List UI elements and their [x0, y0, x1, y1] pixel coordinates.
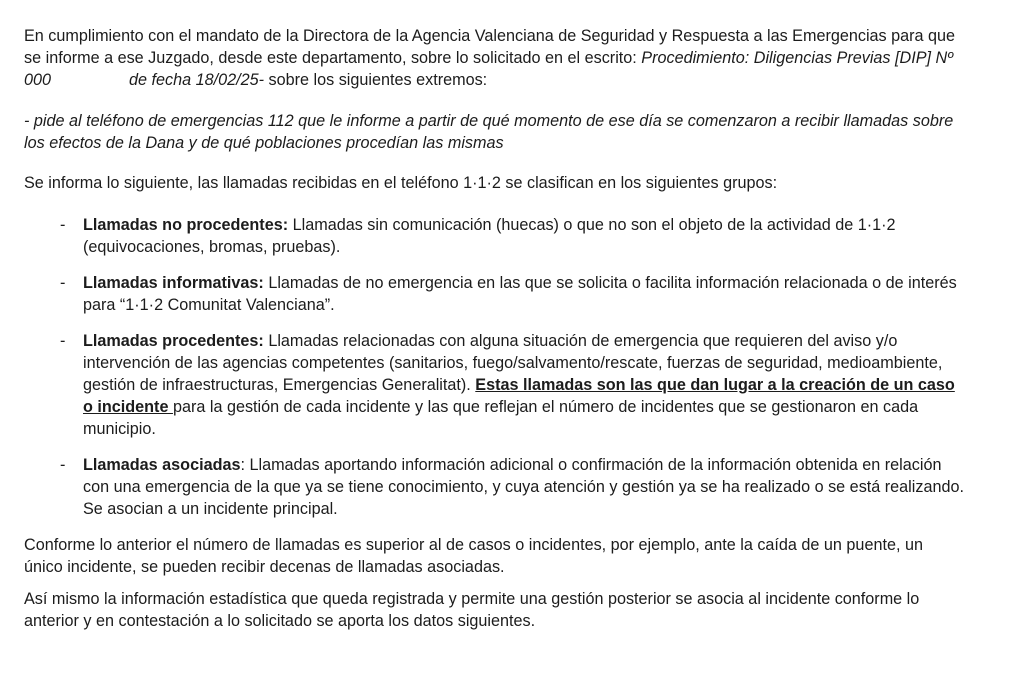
group-term: Llamadas no procedentes: — [83, 216, 289, 234]
intro-text-1: En cumplimiento con el mandato de la Directora de la Agencia Valenciana de Seguridad y Respuesta a las Emergencias para que se informe a ese Juzgado, desde este departamento, sobre lo solicitado en el escrito: — [24, 27, 956, 67]
group-description: Llamadas relacionadas con alguna situación de emergencia que requieren del aviso y/o intervención de las agencias competentes (sanitarios, fuego/salvamento/rescate, fuerzas de seguridad, medioambiente, gestión de infraestructuras, Emergencias Generalitat). — [83, 332, 943, 394]
group-term: Llamadas procedentes: — [83, 332, 264, 350]
group-description: : Llamadas aportando información adicional o confirmación de la información obtenida en relación con una emergencia de la que ya se tiene conocimiento, y cuya atención y gestión ya se ha realizado o se está realizando. Se asocian a un incidente principal. — [83, 456, 964, 518]
group-description: Llamadas sin comunicación (huecas) o que no son el objeto de la actividad de 1·1·2 (equivocaciones, bromas, pruebas). — [83, 216, 896, 256]
list-dash: - — [60, 274, 66, 292]
conforme-paragraph: Conforme lo anterior el número de llamadas es superior al de casos o incidentes, por ejemplo, ante la caída de un puente, un único incidente, se pueden recibir decenas de llamadas asociadas. — [24, 536, 923, 576]
list-item-no-procedentes — [24, 214, 964, 258]
list-item-procedentes — [24, 330, 964, 440]
list-dash: - — [60, 332, 66, 350]
asimismo-paragraph: Así mismo la información estadística que queda registrada y permite una gestión posterior se asocia al incidente conforme lo anterior y en contestación a lo solicitado se aporta los datos siguientes. — [24, 590, 920, 630]
highlight-text: Estas llamadas son las que dan lugar a la creación de un caso o incidente — [83, 376, 955, 416]
procedure-reference: Procedimiento: Diligencias Previas [DIP] Nº 000 — [24, 49, 954, 89]
list-dash: - — [60, 216, 66, 234]
request-quote: - pide al teléfono de emergencias 112 que le informe a partir de qué momento de ese día se comenzaron a recibir llamadas sobre los efectos de la Dana y de qué poblaciones procedían las mismas — [24, 112, 954, 152]
list-item-informativas — [24, 272, 964, 316]
list-dash: - — [60, 456, 66, 474]
call-groups-list — [24, 214, 964, 520]
group-term: Llamadas informativas: — [83, 274, 264, 292]
procedure-date: de fecha 18/02/25- — [129, 71, 265, 89]
intro-paragraph — [24, 25, 964, 91]
group-description: Llamadas de no emergencia en las que se solicita o facilita información relacionada o de interés para “1·1·2 Comunitat Valenciana”. — [83, 274, 957, 314]
groups-intro: Se informa lo siguiente, las llamadas recibidas en el teléfono 1·1·2 se clasifican en los siguientes grupos: — [24, 174, 778, 192]
list-item-asociadas — [24, 454, 964, 520]
intro-text-2: sobre los siguientes extremos: — [264, 71, 488, 89]
group-term: Llamadas asociadas — [83, 456, 241, 474]
group-description-after: para la gestión de cada incidente y las que reflejan el número de incidentes que se gestionaron en cada municipio. — [83, 398, 919, 438]
